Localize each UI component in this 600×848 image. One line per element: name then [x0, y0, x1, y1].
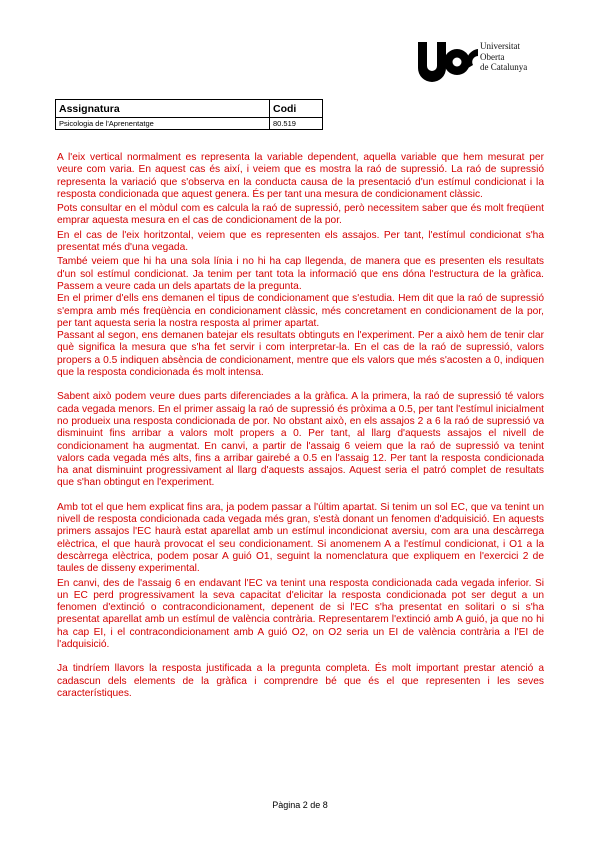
- subject-table-header-row: [56, 100, 323, 118]
- subject-table: [55, 99, 323, 130]
- logo-wordmark: [480, 41, 527, 73]
- paragraph-7: Sabent això podem veure dues parts diferenciades a la gràfica. A la primera, la raó de supressió té valors cada vegada menors. En el primer assaig la raó de supressió és pròxima a 0.5, per tant l'estímul inicialment no produeix una resposta condicionada de por. No obstant això, en els assajos 2 a 6 la raó de supressió va disminuint fins arribar a valors molt propers a 0. Per tant, al llarg d'aquests assajos el nivell de condicionament ha augmentat. En canvi, a partir de l'assaig 6 veiem que la raó de supressió va tenint valors cada vegada més alts, fins a arribar gairebé a 0.5 en l'assaig 12. Per tant la resposta condicionada ha anat disminuint progressivament al llarg d'aquests assajos. Aquest seria el patró complet de resultats que s'han obtingut en l'experiment.: [57, 391, 544, 489]
- subject-name: Psicologia de l'Aprenentatge: [56, 118, 270, 130]
- subject-code: 80.519: [270, 118, 323, 130]
- logo-line-1: Universitat: [480, 41, 520, 51]
- page-number: Pàgina 2 de 8: [272, 800, 328, 810]
- header-assignatura: Assignatura: [56, 100, 270, 118]
- paragraph-6: Passant al segon, ens demanen batejar els resultats obtinguts en l'experiment. Per a això hem de tenir clar què significa la mesura que s'ha fet servir i com interpretar-la. En el cas de la raó de supressió, valors propers a 0.5 indiquen absència de condicionament, mentre que els valors que més s'acosten a 0, indiquen que la resposta condicionada és molt intensa.: [57, 330, 544, 379]
- uoc-logo: [416, 38, 546, 86]
- paragraph-8: Amb tot el que hem explicat fins ara, ja podem passar a l'últim apartat. Si tenim un sol EC, que va tenint un nivell de resposta condicionada cada vegada més gran, s'està donant un fenomen d'adquisició. En aquests primers assajos l'EC haurà estat aparellat amb un estímul incondicionat aversiu, com ara una descàrrega elèctrica, el que haurà provocat el seu condicionament. Si anomenem A a l'estímul condicionat, i O1 a la descàrrega elèctrica, podem posar A guió O1, seguint la nomenclatura que expliquem en l'exercici 2 de taules de disseny experimental.: [57, 501, 544, 575]
- paragraph-5: En el primer d'ells ens demanen el tipus de condicionament que s'estudia. Hem dit que la raó de supressió s'empra amb més freqüència en condicionament clàssic, més concretament en condicionament de la por, per tant aquesta seria la nostra resposta al primer apartat.: [57, 293, 544, 329]
- paragraph-2: Pots consultar en el mòdul com es calcula la raó de supressió, però necessitem saber que és molt freqüent emprar aquesta mesura en el cas de condicionament de la por.: [57, 203, 544, 227]
- logo-line-3: de Catalunya: [480, 62, 528, 72]
- paragraph-4: També veiem que hi ha una sola línia i no hi ha cap llegenda, de manera que es presenten els resultats d'un sol estímul condicionat. Ja tenim per tant tota la informació que ens dóna l'estructura de la gràfica. Passem a veure cada un dels apartats de la pregunta.: [57, 256, 544, 292]
- document-body: [57, 152, 544, 700]
- header-codi: Codi: [270, 100, 323, 118]
- paragraph-10: Ja tindríem llavors la resposta justificada a la pregunta completa. És molt important prestar atenció a cadascun dels elements de la gràfica i comprendre bé que és el que representen i les seves característiques.: [57, 663, 544, 699]
- paragraph-9: En canvi, des de l'assaig 6 en endavant l'EC va tenint una resposta condicionada cada vegada inferior. Si un EC perd progressivament la seva capacitat d'elicitar la resposta condicionada pot ser degut a un fenomen d'extinció o contracondicionament, depenent de si l'EC s'ha presentat en solitari o si s'ha presentat aparellat amb un estímul de valència contrària. Representarem l'extinció amb A guió, ja que no hi ha cap EI, i el contracondicionament amb A guió O2, on O2 seria un EI de valència contrària a l'EI de l'adquisició.: [57, 577, 544, 650]
- paragraph-3: En el cas de l'eix horitzontal, veiem que es representen els assajos. Per tant, l'estímul condicionat s'ha presentat més d'una vegada.: [57, 229, 544, 254]
- subject-table-value-row: [56, 118, 323, 130]
- logo-line-2: Oberta: [480, 51, 505, 62]
- uoc-logo-mark: [416, 38, 478, 82]
- paragraph-1: A l'eix vertical normalment es representa la variable dependent, aquella variable que hem mesurat per veure com varia. En aquest cas és així, i veiem que es mostra la raó de supressió. La raó de supressió representa la variació que s'observa en la conducta causa de la presentació d'un estímul condicionat i la resposta condicionada que aquest genera. És per tant una mesura de condicionament clàssic.: [57, 152, 544, 200]
